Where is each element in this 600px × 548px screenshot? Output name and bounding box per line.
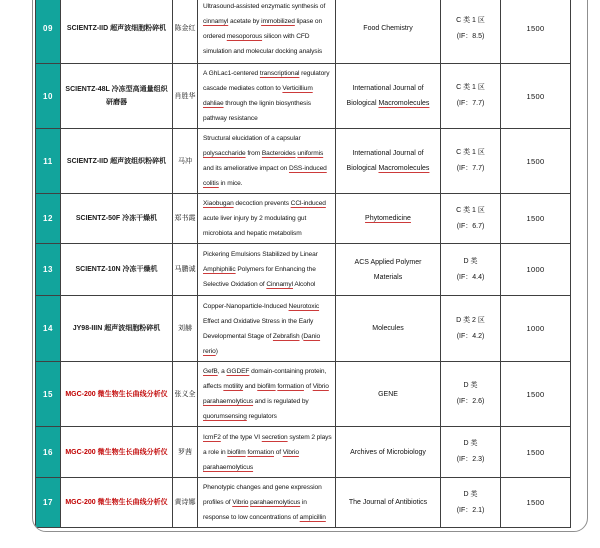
- row-number: 14: [36, 296, 61, 362]
- category-class: D 类: [463, 382, 478, 389]
- journal-cell: The Journal of Antibiotics: [336, 478, 441, 528]
- paper-title-cell: Ultrasound-assisted enzymatic synthesis of cinnamyl acetate by immobilized lipase on ordered mesoporous silicon with CFD simulation and molecular docking analysis: [198, 0, 336, 64]
- amount-cell: 1500: [501, 129, 571, 194]
- category-class: C 类 1 区: [456, 149, 485, 156]
- amount-cell: 1500: [501, 362, 571, 427]
- impact-factor: (IF：7.7): [456, 165, 485, 172]
- journal-cell: GENE: [336, 362, 441, 427]
- category-cell: [441, 244, 501, 296]
- row-number: 16: [36, 427, 61, 478]
- author-cell: 马鹏诚: [173, 244, 198, 296]
- journal-cell: International Journal of Biological Macromolecules: [336, 129, 441, 194]
- instrument-cell: MGC-200 微生物生长曲线分析仪: [61, 362, 173, 427]
- category-class: C 类 1 区: [456, 16, 485, 24]
- table-row: [36, 194, 571, 244]
- amount-cell: 1500: [501, 64, 571, 129]
- row-number: 09: [36, 0, 61, 64]
- category-cell: [441, 478, 501, 528]
- instrument-cell: SCIENTZ-IID 超声波细胞粉碎机: [61, 0, 173, 64]
- journal-cell: Molecules: [336, 296, 441, 362]
- paper-title-cell: Copper-Nanoparticle-Induced Neurotoxic Effect and Oxidative Stress in the Early Developmental Stage of Zebrafish (Danio rerio): [198, 296, 336, 362]
- impact-factor: (IF：2.1): [456, 506, 485, 514]
- category-cell: [441, 0, 501, 64]
- table-row: [36, 129, 571, 194]
- table-row: [36, 0, 571, 64]
- paper-title-cell: Pickering Emulsions Stabilized by Linear Amphiphilic Polymers for Enhancing the Selective Oxidation of Cinnamyl Alcohol: [198, 244, 336, 296]
- instrument-cell: SCIENTZ-48L 冷冻型高通量组织研磨器: [61, 64, 173, 129]
- author-cell: 郑书霞: [173, 194, 198, 244]
- category-cell: [441, 64, 501, 129]
- category-class: D 类: [463, 257, 478, 265]
- row-number: 11: [36, 129, 61, 194]
- table-row: [36, 296, 571, 362]
- instrument-cell: MGC-200 微生物生长曲线分析仪: [61, 478, 173, 528]
- amount-cell: 1000: [501, 296, 571, 362]
- author-cell: 罗茜: [173, 427, 198, 478]
- author-cell: 张义全: [173, 362, 198, 427]
- author-cell: 肖胜华: [173, 64, 198, 129]
- impact-factor: (IF：6.7): [456, 222, 485, 230]
- category-class: D 类: [463, 440, 478, 447]
- category-cell: [441, 296, 501, 362]
- category-cell: [441, 427, 501, 478]
- journal-cell: International Journal of Biological Macromolecules: [336, 64, 441, 129]
- author-cell: 陈金红: [173, 0, 198, 64]
- impact-factor: (IF：4.2): [456, 332, 485, 340]
- amount-cell: 1500: [501, 478, 571, 528]
- row-number: 12: [36, 194, 61, 244]
- impact-factor: (IF：4.4): [456, 273, 485, 281]
- table-row: [36, 64, 571, 129]
- paper-title-cell: Structural elucidation of a capsular polysaccharide from Bacteroides uniformis and its ameliorative impact on DSS-induced colitis in mice.: [198, 129, 336, 194]
- paper-title-cell: GefB, a GGDEF domain-containing protein, affects motility and biofilm formation of Vibrio parahaemolyticus and is regulated by quorumsensing regulators: [198, 362, 336, 427]
- journal-cell: ACS Applied Polymer Materials: [336, 244, 441, 296]
- table-row: [36, 427, 571, 478]
- category-class: C 类 1 区: [456, 206, 485, 214]
- row-number: 10: [36, 64, 61, 129]
- table-row: [36, 362, 571, 427]
- table-row: [36, 478, 571, 528]
- category-cell: [441, 194, 501, 244]
- instrument-cell: MGC-200 微生物生长曲线分析仪: [61, 427, 173, 478]
- table-row: [36, 244, 571, 296]
- category-class: D 类 2 区: [456, 316, 485, 324]
- row-number: 13: [36, 244, 61, 296]
- instrument-cell: SCIENTZ-50F 冷冻干燥机: [61, 194, 173, 244]
- category-class: D 类: [463, 490, 478, 498]
- impact-factor: (IF：8.5): [456, 32, 485, 40]
- row-number: 15: [36, 362, 61, 427]
- instrument-cell: SCIENTZ-10N 冷冻干燥机: [61, 244, 173, 296]
- impact-factor: (IF：7.7): [456, 100, 485, 107]
- publication-funding-table: [35, 0, 571, 528]
- instrument-cell: JY98-IIIN 超声波细胞粉碎机: [61, 296, 173, 362]
- journal-cell: Archives of Microbiology: [336, 427, 441, 478]
- amount-cell: 1000: [501, 244, 571, 296]
- paper-title-cell: Phenotypic changes and gene expression profiles of Vibrio parahaemolyticus in response to low concentrations of ampicillin: [198, 478, 336, 528]
- category-cell: [441, 129, 501, 194]
- document-page: [32, 0, 588, 532]
- amount-cell: 1500: [501, 194, 571, 244]
- impact-factor: (IF：2.6): [456, 398, 485, 405]
- category-cell: [441, 362, 501, 427]
- journal-cell: Phytomedicine: [336, 194, 441, 244]
- author-cell: 黄诗娜: [173, 478, 198, 528]
- author-cell: 马冲: [173, 129, 198, 194]
- row-number: 17: [36, 478, 61, 528]
- paper-title-cell: IcmF2 of the type VI secretion system 2 plays a role in biofilm formation of Vibrio parahaemolyticus: [198, 427, 336, 478]
- category-class: C 类 1 区: [456, 84, 485, 91]
- instrument-cell: SCIENTZ-IID 超声波组织粉碎机: [61, 129, 173, 194]
- impact-factor: (IF：2.3): [456, 456, 485, 463]
- paper-title-cell: Xiaobugan decoction prevents CCl-induced acute liver injury by 2 modulating gut microbiota and hepatic metabolism: [198, 194, 336, 244]
- journal-cell: Food Chemistry: [336, 0, 441, 64]
- paper-title-cell: A GhLac1-centered transcriptional regulatory cascade mediates cotton to Verticillium dahliae through the lignin biosynthesis pathway resistance: [198, 64, 336, 129]
- amount-cell: 1500: [501, 427, 571, 478]
- amount-cell: 1500: [501, 0, 571, 64]
- author-cell: 刘赫: [173, 296, 198, 362]
